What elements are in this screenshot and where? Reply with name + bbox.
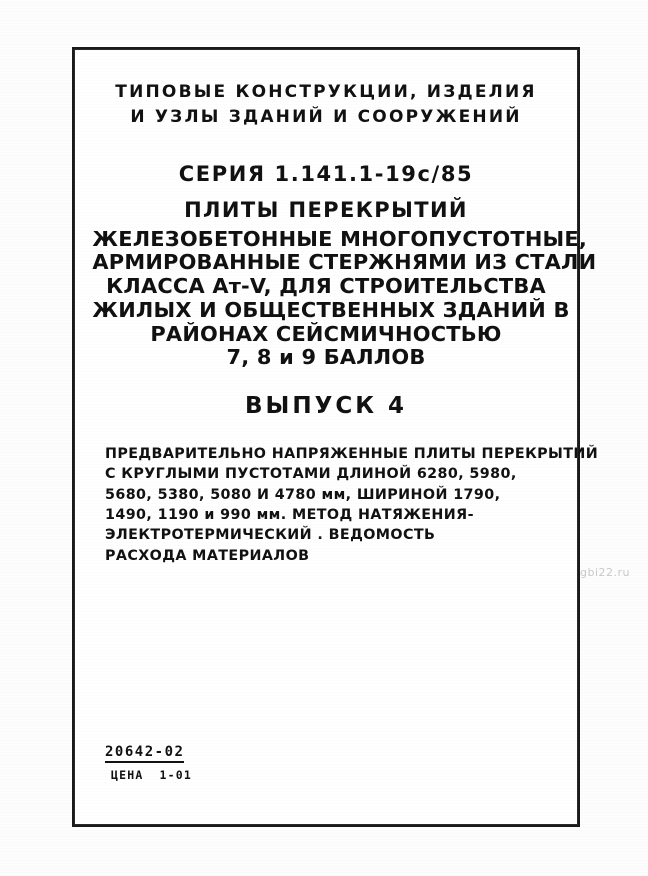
description-line-2: С КРУГЛЫМИ ПУСТОТАМИ ДЛИНОЙ 6280, 5980, <box>105 466 517 483</box>
description-line-6: РАСХОДА МАТЕРИАЛОВ <box>105 547 310 564</box>
issue-number: ВЫПУСК 4 <box>244 393 408 420</box>
title-line-3: КЛАССА Ат-V, ДЛЯ СТРОИТЕЛЬСТВА <box>106 274 546 299</box>
header-line-1: ТИПОВЫЕ КОНСТРУКЦИИ, ИЗДЕЛИЯ <box>115 82 537 102</box>
title-line-1: ЖЕЛЕЗОБЕТОННЫЕ МНОГОПУСТОТНЫЕ, <box>92 226 588 251</box>
title-line-5: РАЙОНАХ СЕЙСМИЧНОСТЬЮ <box>150 321 502 346</box>
title-body <box>92 226 597 371</box>
watermark: gbi22.ru <box>579 566 630 579</box>
catalog-code: 20642-02 <box>105 744 184 763</box>
description-line-4: 1490, 1190 и 990 мм. МЕТОД НАТЯЖЕНИЯ- <box>105 507 474 524</box>
description-block <box>97 444 599 566</box>
title-line-2: АРМИРОВАННЫЕ СТЕРЖНЯМИ ИЗ СТАЛИ <box>92 250 597 275</box>
series-number: СЕРИЯ 1.141.1-19с/85 <box>178 162 474 187</box>
header-line-2: И УЗЛЫ ЗДАНИЙ И СООРУЖЕНИЙ <box>130 106 522 127</box>
description-line-3: 5680, 5380, 5080 И 4780 мм, ШИРИНОЙ 1790, <box>105 486 501 503</box>
price-value: 1-01 <box>159 768 192 782</box>
description-line-5: ЭЛЕКТРОТЕРМИЧЕСКИЙ . ВЕДОМОСТЬ <box>105 527 436 544</box>
description-line-1: ПРЕДВАРИТЕЛЬНО НАПРЯЖЕННЫЕ ПЛИТЫ ПЕРЕКРЫТИЙ <box>105 446 599 463</box>
title-line-6: 7, 8 и 9 БАЛЛОВ <box>226 345 426 370</box>
document-header <box>97 80 555 129</box>
price-label: ЦЕНА <box>111 768 144 782</box>
document-footer <box>105 743 192 782</box>
document-content <box>75 50 599 824</box>
title-line-4: ЖИЛЫХ И ОБЩЕСТВЕННЫХ ЗДАНИЙ В <box>92 297 570 322</box>
price-row <box>105 768 192 782</box>
document-frame <box>72 47 599 827</box>
title-main: ПЛИТЫ ПЕРЕКРЫТИЙ <box>184 197 468 222</box>
